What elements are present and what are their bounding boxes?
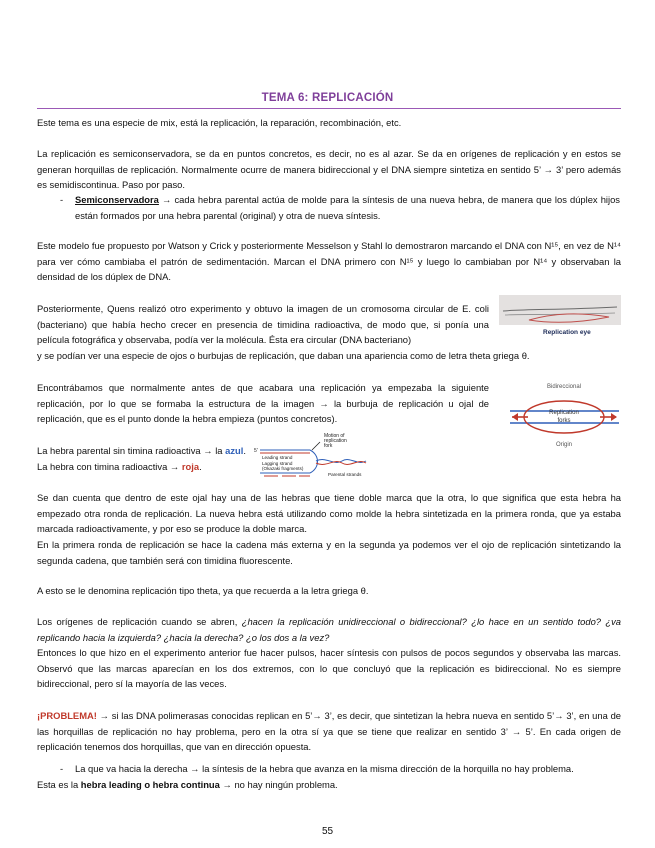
origin-label: Origin: [555, 442, 573, 448]
fork-5prime-top: 5': [254, 448, 258, 454]
lagging-strand-label: Lagging strand: [262, 461, 293, 466]
motion-label-3: fork: [324, 443, 333, 449]
figure-bidirectional: [508, 380, 621, 450]
replication-fork-diagram: [254, 430, 376, 480]
bullet-dash: -: [60, 194, 64, 205]
page-title: TEMA 6: REPLICACIÓN: [261, 92, 394, 104]
paragraph-theta: y se podían ver una especie de ojos o burbujas de replicación, que daban una apariencia como de letra theta griega θ.: [37, 350, 530, 361]
leading-lead: Esta es la: [37, 779, 81, 790]
paragraph-theta-type: A esto se le denomina replicación tipo theta, ya que recuerda a la letra griega θ.: [37, 585, 369, 596]
paragraph-rounds: En la primera ronda de replicación se hace la cadena más externa y en la segunda ya podemos ver el ojo de replicación sintetizando la segunda cadena, que también será con timidina fluorescente.: [37, 539, 621, 566]
paragraph-pulses: Entonces lo que hizo en el experimento anterior fue hacer pulsos, hacer síntesis con pulsos de pocos segundos y observaba las marcas. Observó que las marcas aparecían en los dos extremos, con lo que concluyó que la replicación es bidireccional. No es siempre bidireccional, pero sí la mayoría de las veces.: [37, 647, 621, 689]
paragraph-quens: Posteriormente, Quens realizó otro experimento y obtuvo la imagen de un cromosoma circular de E. coli (bacteriano) que había hecho crecer en presencia de timidina radioactiva, de modo que, si ponía una película fotográfica y observaba, podía ver la molécula. Ésta era circular (DNA bacteriano): [37, 303, 489, 345]
forks-label-1: Replication: [549, 410, 579, 416]
problem-text: → si las DNA polimerasas conocidas replican en 5’→ 3’, es decir, que sintetizan la hebra nueva en sentido 5’→ 3’, en una de las horquillas de replicación no hay problema, pero en la otra sí ya que se tiene que realizar en sentido 3’ → 5’. En cada origen de replicación tenemos dos horquillas, que van en dirección opuesta.: [37, 710, 621, 752]
forks-label-2: forks: [557, 418, 571, 424]
bullet-right-fork: [60, 761, 620, 777]
bullet-term: Semiconservadora: [75, 194, 159, 205]
bullet-text: La que va hacia la derecha → la síntesis de la hebra que avanza en la misma dirección de la horquilla no hay problema.: [75, 763, 574, 774]
title-divider: [37, 108, 621, 109]
question-lead: Los orígenes de replicación cuando se abren,: [37, 616, 242, 627]
bidirectional-diagram: [508, 380, 621, 450]
figure-replication-eye: [499, 295, 621, 337]
paragraph-semiconservative: La replicación es semiconservadora, se da en puntos concretos, es decir, no es al azar. Se da en orígenes de replicación y en estos se generan horquillas de replicación. Normalmente ocurre de manera bidireccional y el DNA siempre sintetiza en sentido 5’ → 3’ pero además es semidiscontinua. Paso por paso.: [37, 148, 621, 190]
leading-post: → no hay ningún problema.: [219, 779, 338, 790]
paragraph-strands: La hebra parental sin timina radioactiva → la azul. La hebra con timina radioactiva → roja.: [37, 445, 246, 472]
bidirectional-label: Bidireccional: [546, 384, 582, 390]
question-italic: ¿hacen la replicación unidireccional o bidireccional? ¿lo hace en un sentido todo? ¿va replicando hacia la izquierda? ¿hacia la derecha? ¿o los dos a la vez?: [37, 616, 621, 643]
strand-parental-text: La hebra parental sin timina radioactiva → la: [37, 445, 226, 456]
paragraph-double-mark: Se dan cuenta que dentro de este ojal hay una de las hebras que tiene doble marca que la otra, lo que significa que esta hebra ha empezado otra ronda de replicación. La nueva hebra está utilizando como molde la hebra sintetizada en la primera ronda, que ya estaba marcada radioactivamente, y por eso se produce la doble marca.: [37, 492, 621, 534]
motion-label-2: replication: [324, 438, 347, 444]
bullet-dash: -: [60, 763, 64, 774]
problem-label: ¡PROBLEMA!: [37, 710, 97, 721]
leading-bold: hebra leading o hebra continua: [80, 779, 220, 790]
paragraph-intro: Este tema es una especie de mix, está la replicación, la reparación, recombinación, etc.: [37, 117, 402, 128]
motion-label-1: Motion of: [324, 433, 345, 439]
bullet-semiconservadora: [60, 192, 620, 223]
paragraph-bubble: Encontrábamos que normalmente antes de que acabara una replicación ya empezaba la siguiente replicación, por lo que se formaba la estructura de la imagen → la burbuja de replicación u ojal de replicación, que es el punto donde la hebra empieza (puntos concretos).: [37, 382, 489, 424]
parental-strands-label: Parental strands: [328, 472, 362, 477]
okazaki-label: (Okazaki fragments): [262, 466, 304, 471]
paragraph-watson-crick: Este modelo fue propuesto por Watson y Crick y posteriormente Messelson y Stahl lo demostraron marcando el DNA con N¹⁵, en vez de N¹⁴ para ver cómo cambiaba el patrón de sedimentación. Marcan el DNA primero con N¹⁵ y luego lo cambiaban por N¹⁴ y observaban la densidad de los dúplex de DNA.: [37, 240, 621, 282]
leading-strand-label: Leading strand: [262, 455, 293, 460]
page-number: 55: [321, 826, 334, 837]
replication-eye-image: [499, 295, 621, 337]
paragraph-leading: [37, 777, 621, 793]
replication-eye-caption: Replication eye: [543, 329, 591, 336]
bullet-text: → cada hebra parental actúa de molde para la síntesis de una nueva hebra, de manera que los dúplex hijos están formados por una hebra parental (original) y otra de nueva síntesis.: [75, 194, 620, 221]
paragraph-question: [37, 614, 621, 645]
color-red-word: roja: [181, 460, 200, 472]
color-blue-word: azul: [225, 445, 244, 456]
strand-radioactive-text: La hebra con timina radioactiva →: [37, 460, 182, 472]
paragraph-problem: [37, 708, 621, 755]
figure-replication-fork: [254, 430, 376, 480]
